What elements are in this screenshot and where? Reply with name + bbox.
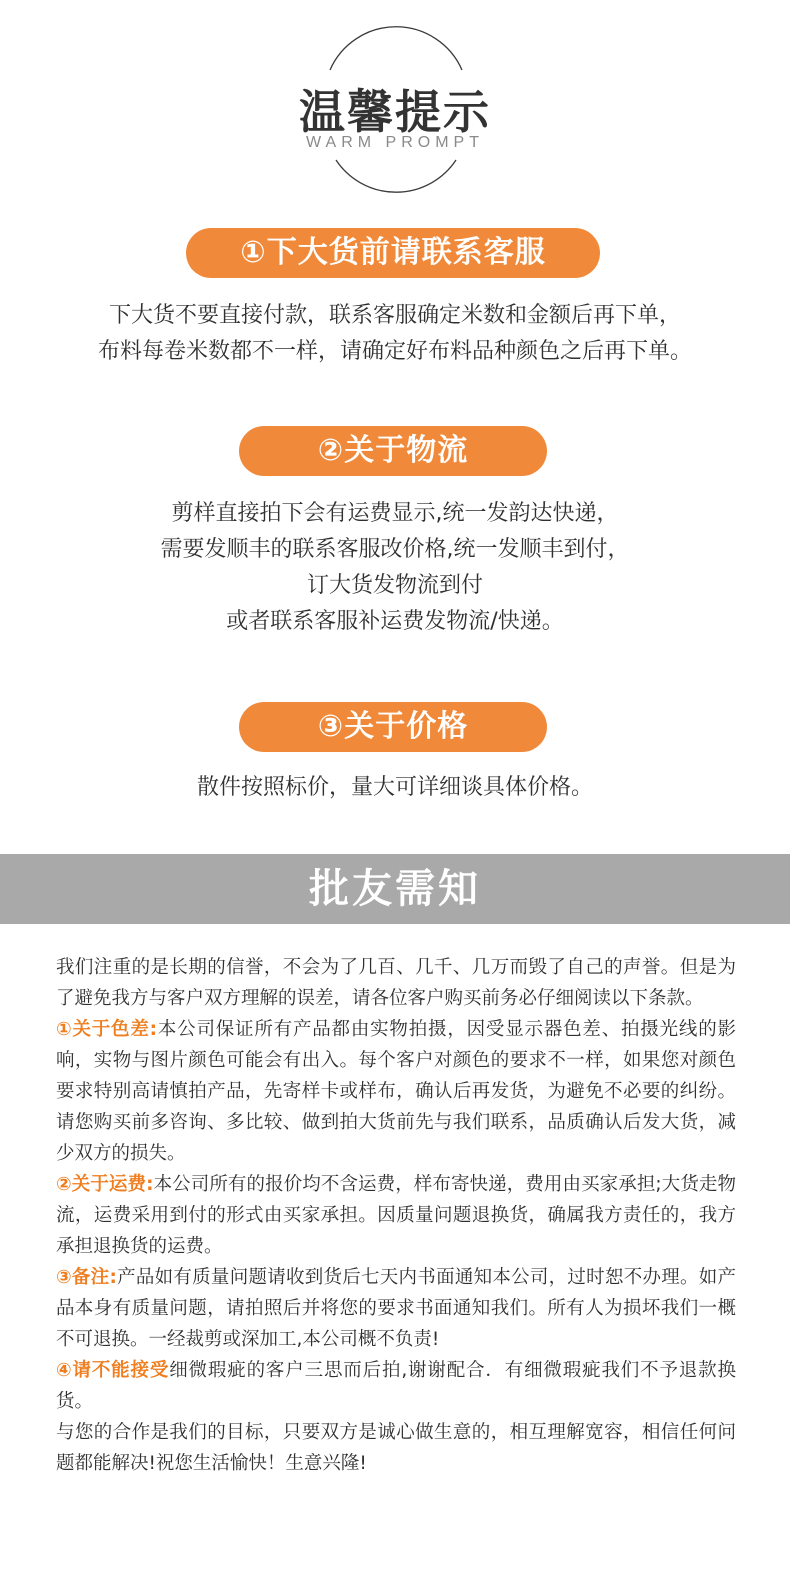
notes-item-label: ③备注: — [56, 1267, 117, 1288]
section-text-logistics — [0, 496, 790, 640]
notes-closing: 与您的合作是我们的目标，只要双方是诚心做生意的，相互理解宽容，相信任何问题都能解决!祝您生活愉快！生意兴隆! — [56, 1422, 736, 1474]
notes-item-label: ①关于色差: — [56, 1019, 158, 1040]
bottom-arc — [336, 160, 456, 192]
notes-item-remarks — [56, 1262, 736, 1355]
section-line: 或者联系客服补运费发物流/快递。 — [226, 609, 564, 634]
notes-item-label: ④请不能接受 — [56, 1360, 170, 1381]
notes-item-shipping — [56, 1169, 736, 1262]
section-text-price — [0, 770, 790, 806]
top-arc — [330, 27, 462, 70]
notes-item-text: 细微瑕疵的客户三思而后拍,谢谢配合．有细微瑕疵我们不予退款换货。 — [56, 1360, 736, 1412]
section-line: 订大货发物流到付 — [306, 573, 483, 598]
section-heading-price: ③关于价格 — [239, 702, 547, 752]
wholesale-notes — [56, 952, 736, 1479]
notes-item-text: 本公司所有的报价均不含运费，样布寄快递，费用由买家承担;大货走物流，运费采用到付的形式由买家承担。因质量问题退换货，确属我方责任的，我方承担退换货的运费。 — [56, 1174, 736, 1257]
wholesale-notice-banner: 批友需知 — [0, 854, 790, 924]
section-line: 散件按照标价，量大可详细谈具体价格。 — [196, 775, 593, 800]
page-subtitle: WARM PROMPT — [306, 134, 484, 151]
section-line: 下大货不要直接付款，联系客服确定米数和金额后再下单， — [108, 303, 681, 328]
notes-item-text: 本公司保证所有产品都由实物拍摄，因受显示器色差、拍摄光线的影响，实物与图片颜色可能会有出入。每个客户对颜色的要求不一样，如果您对颜色要求特别高请慎拍产品，先寄样卡或样布，确认后再发货，为避免不必要的纠纷。请您购买前多咨询、多比较、做到拍大货前先与我们联系，品质确认后发大货，减少双方的损失。 — [56, 1019, 736, 1164]
section-heading-contact: ①下大货前请联系客服 — [186, 228, 600, 278]
section-heading-logistics: ②关于物流 — [239, 426, 547, 476]
notes-item-color — [56, 1014, 736, 1169]
notes-item-defects — [56, 1355, 736, 1417]
section-text-contact — [0, 298, 790, 370]
page-title: 温馨提示 — [299, 85, 491, 139]
notes-item-text: 产品如有质量问题请收到货后七天内书面通知本公司，过时恕不办理。如产品本身有质量问题，请拍照后并将您的要求书面通知我们。所有人为损坏我们一概不可退换。一经裁剪或深加工,本公司概不负责! — [56, 1267, 736, 1350]
section-line: 需要发顺丰的联系客服改价格,统一发顺丰到付， — [160, 537, 630, 562]
header — [0, 0, 790, 200]
section-line: 剪样直接拍下会有运费显示,统一发韵达快递， — [171, 501, 619, 526]
section-line: 布料每卷米数都不一样，请确定好布料品种颜色之后再下单。 — [97, 339, 692, 364]
notes-intro: 我们注重的是长期的信誉，不会为了几百、几千、几万而毁了自己的声誉。但是为了避免我方与客户双方理解的误差，请各位客户购买前务必仔细阅读以下条款。 — [56, 957, 736, 1009]
notes-item-label: ②关于运费: — [56, 1174, 154, 1195]
